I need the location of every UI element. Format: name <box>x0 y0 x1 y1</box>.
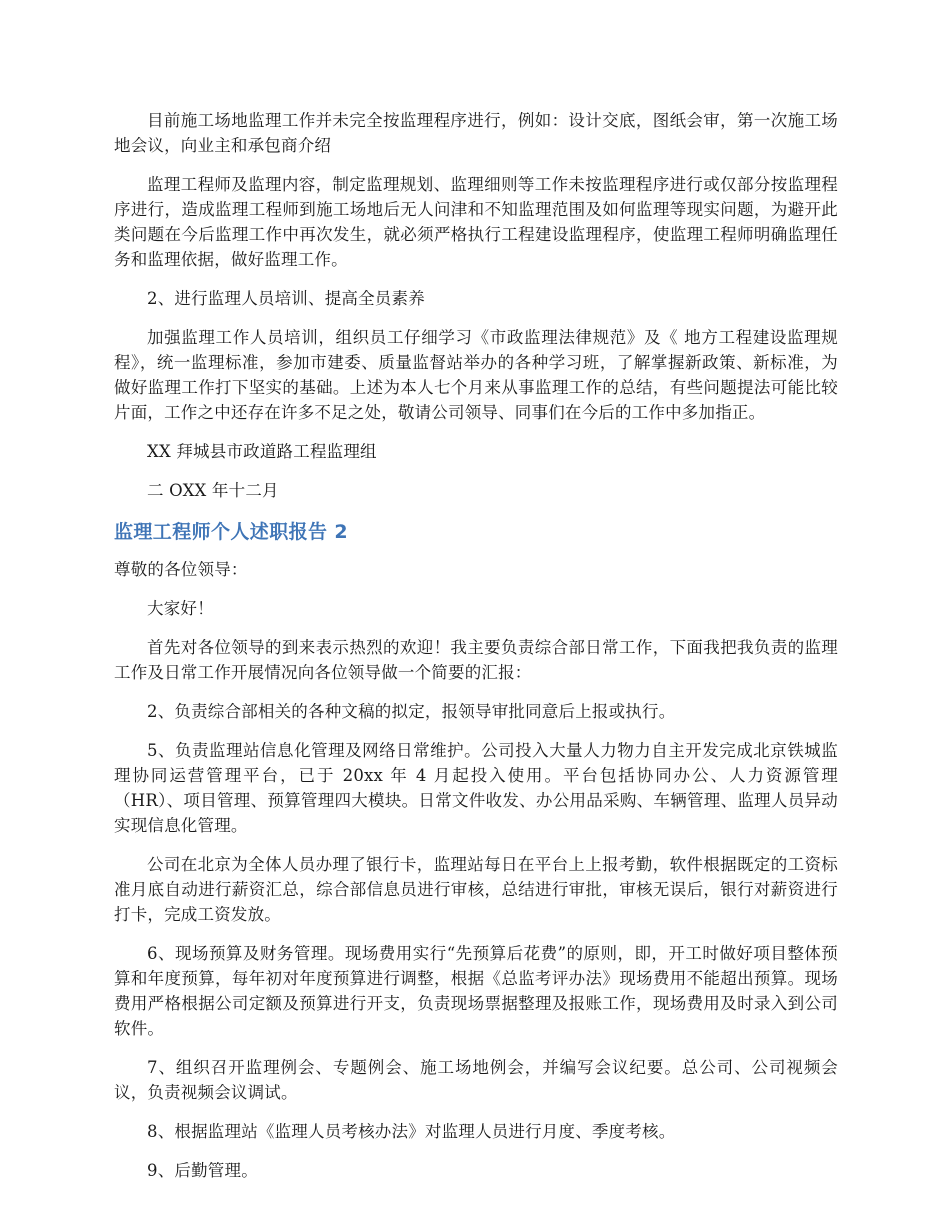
paragraph: 监理工程师及监理内容，制定监理规划、监理细则等工作未按监理程序进行或仅部分按监理程序进行，造成监理工程师到施工场地后无人问津和不知监理范围及如何监理等现实问题，为避开此类问题在今后监理工作中再次发生，就必须严格执行工程建设监理程序，使监理工程师明确监理任务和监理依据，做好监理工作。 <box>114 175 838 269</box>
list-item: 2、进行监理人员培训、提高全员素养 <box>147 289 425 308</box>
document-page <box>114 108 838 1183</box>
paragraph: 公司在北京为全体人员办理了银行卡，监理站每日在平台上上报考勤，软件根据既定的工资标准月底自动进行薪资汇总，综合部信息员进行审核，总结进行审批，审核无误后，银行对薪资进行打卡，完成工资发放。 <box>114 855 838 924</box>
list-item: 2、负责综合部相关的各种文稿的拟定，报领导审批同意后上报或执行。 <box>147 702 676 721</box>
list-item: 5、负责监理站信息化管理及网络日常维护。公司投入大量人力物力自主开发完成北京铁城监理协同运营管理平台，已于 20xx 年 4 月起投入使用。平台包括协同办公、人力资源管理（HR）、项目管理、预算管理四大模块。日常文件收发、办公用品采购、车辆管理、监理人员异动实现信息化管理。 <box>114 741 838 835</box>
list-item: 6、现场预算及财务管理。现场费用实行“先预算后花费”的原则，即，开工时做好项目整体预算和年度预算，每年初对年度预算进行调整，根据《总监考评办法》现场费用不能超出预算。现场费用严格根据公司定额及预算进行开支，负责现场票据整理及报账工作，现场费用及时录入到公司软件。 <box>114 944 838 1038</box>
list-item: 9、后勤管理。 <box>147 1161 258 1180</box>
list-item: 7、组织召开监理例会、专题例会、施工场地例会，并编写会议纪要。总公司、公司视频会议，负责视频会议调试。 <box>114 1058 838 1102</box>
signature-line: XX 拜城县市政道路工程监理组 <box>147 442 377 461</box>
date-line: 二 OXX 年十二月 <box>147 481 279 500</box>
greeting: 尊敬的各位领导： <box>114 560 248 579</box>
paragraph: 首先对各位领导的到来表示热烈的欢迎！我主要负责综合部日常工作，下面我把我负责的监理工作及日常工作开展情况向各位领导做一个简要的汇报： <box>114 638 838 682</box>
paragraph: 目前施工场地监理工作并未完全按监理程序进行，例如：设计交底，图纸会审，第一次施工场地会议，向业主和承包商介绍 <box>114 111 838 155</box>
list-item: 8、根据监理站《监理人员考核办法》对监理人员进行月度、季度考核。 <box>147 1122 676 1141</box>
paragraph: 大家好！ <box>147 599 214 618</box>
section-heading: 监理工程师个人述职报告 2 <box>114 521 349 543</box>
paragraph: 加强监理工作人员培训，组织员工仔细学习《市政监理法律规范》及《 地方工程建设监理规程》，统一监理标准，参加市建委、质量监督站举办的各种学习班，了解掌握新政策、新标准，为做好监理工作打下坚实的基础。上述为本人七个月来从事监理工作的总结，有些问题提法可能比较片面，工作之中还存在许多不足之处，敬请公司领导、同事们在今后的工作中多加指正。 <box>114 328 838 422</box>
